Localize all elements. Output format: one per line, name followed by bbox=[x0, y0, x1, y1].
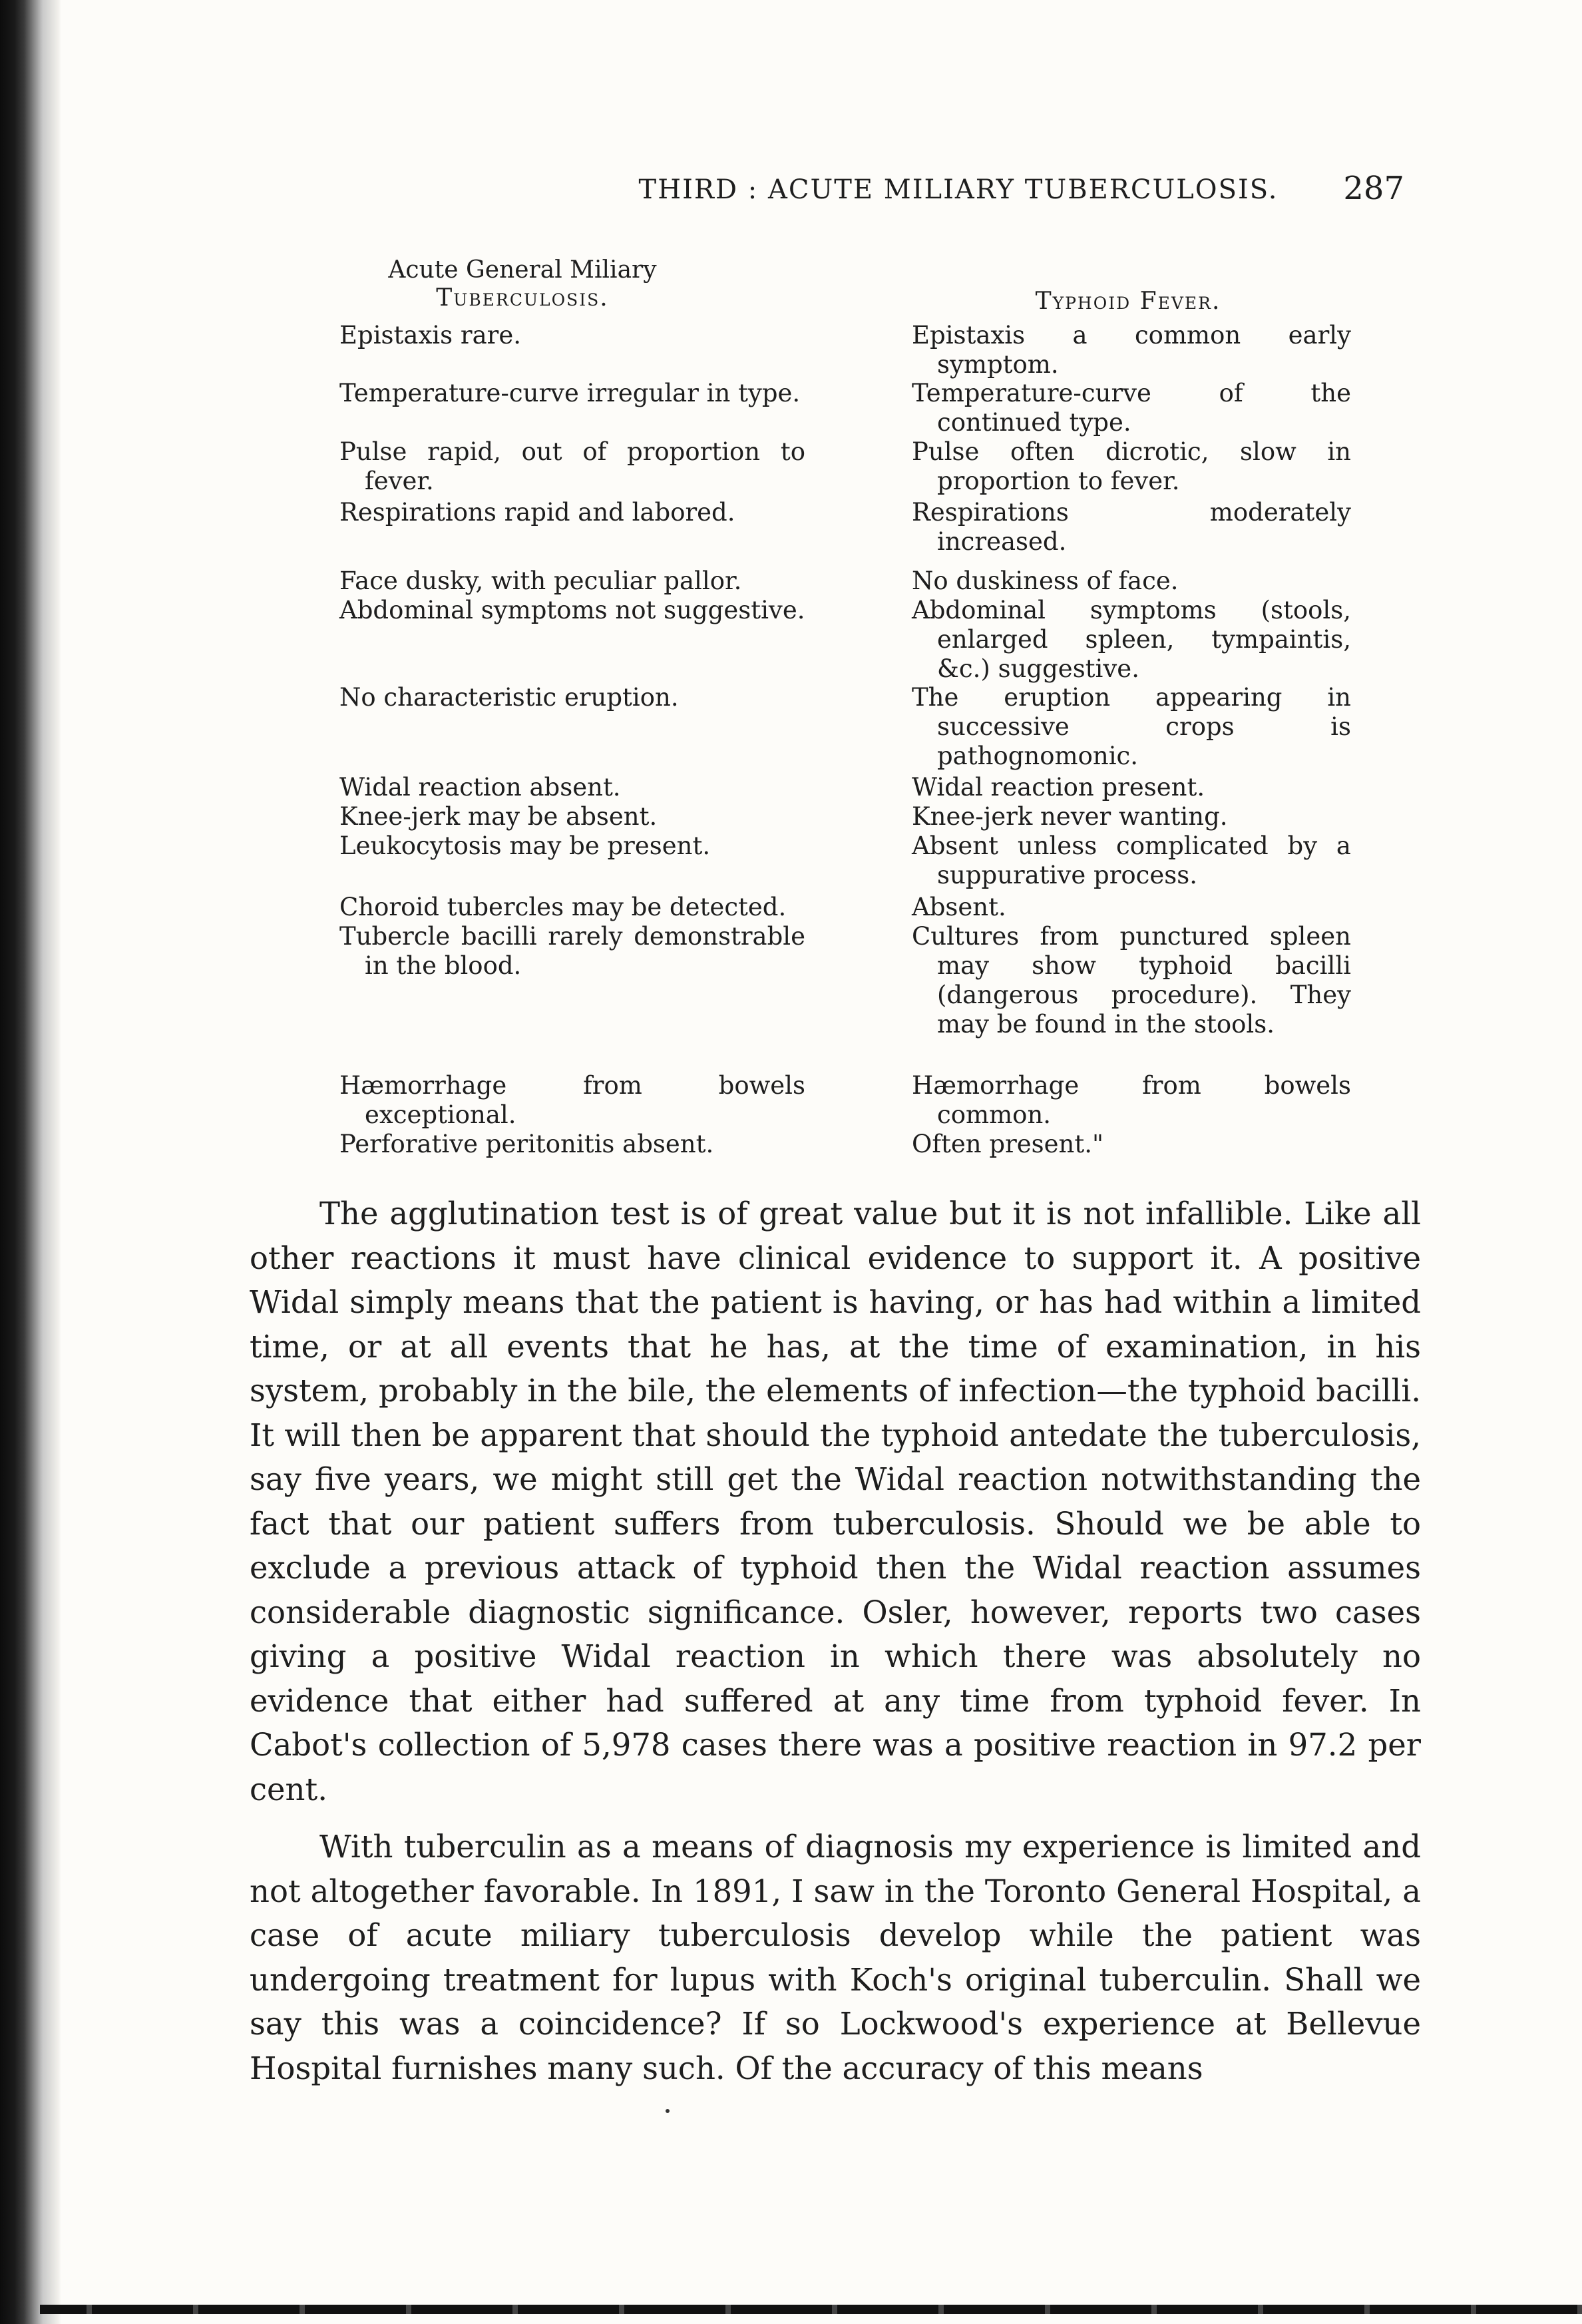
left-entry-eruption: No characteristic eruption. bbox=[339, 683, 679, 712]
right-entry-abdominal: Abdominal symptoms (stools, enlarged spleen, tympaintis, &c.) suggestive. bbox=[912, 596, 1351, 683]
right-entry-haemorrhage: Hæmorrhage from bowels common. bbox=[912, 1071, 1351, 1129]
left-column-heading bbox=[346, 256, 699, 312]
left-heading-line-2: Tuberculosis. bbox=[436, 284, 609, 312]
print-speck bbox=[666, 2109, 670, 2113]
left-entry-tubercle-bacilli: Tubercle bacilli rarely demonstrable in the blood. bbox=[339, 922, 805, 980]
left-entry-peritonitis: Perforative peritonitis absent. bbox=[339, 1130, 714, 1158]
right-entry-cultures: Cultures from punctured spleen may show typhoid bacilli (dangerous procedure). They may be found in the stools. bbox=[912, 922, 1351, 1039]
left-entry-widal: Widal reaction absent. bbox=[339, 773, 621, 802]
left-entry-respirations: Respirations rapid and labored. bbox=[339, 498, 735, 527]
left-entry-temperature: Temperature-curve irregular in type. bbox=[339, 379, 801, 407]
left-entry-epistaxis: Epistaxis rare. bbox=[339, 321, 521, 349]
left-entry-pulse: Pulse rapid, out of proportion to fever. bbox=[339, 437, 805, 495]
right-entry-peritonitis: Often present." bbox=[912, 1130, 1104, 1158]
running-head: THIRD : ACUTE MILIARY TUBERCULOSIS. bbox=[638, 174, 1279, 205]
right-entry-pulse: Pulse often dicrotic, slow in proportion to fever. bbox=[912, 437, 1351, 495]
left-entry-knee-jerk: Knee-jerk may be absent. bbox=[339, 802, 658, 831]
right-entry-knee-jerk: Knee-jerk never wanting. bbox=[912, 802, 1228, 831]
right-entry-choroid: Absent. bbox=[912, 893, 1006, 921]
left-entry-choroid: Choroid tubercles may be detected. bbox=[339, 893, 787, 921]
right-entry-temperature: Temperature-curve of the continued type. bbox=[912, 379, 1351, 437]
right-column-heading: Typhoid Fever. bbox=[1035, 288, 1221, 315]
left-entry-leukocytosis: Leukocytosis may be present. bbox=[339, 831, 711, 860]
left-entry-abdominal: Abdominal symptoms not suggestive. bbox=[339, 596, 805, 624]
page-number: 287 bbox=[1343, 170, 1404, 207]
paragraph-tuberculin: With tuberculin as a means of diagnosis my experience is limited and not altogether favorable. In 1891, I saw in the Toronto General Hospital, a case of acute miliary tuberculosis develop while the patient was undergoing treatment for lupus with Koch's original tuberculin. Shall we say this was a coincidence? If so Lockwood's experience at Bellevue Hospital furnishes many such. Of the accuracy of this means bbox=[250, 1829, 1421, 2086]
book-spine-shadow bbox=[0, 0, 61, 2324]
left-entry-face: Face dusky, with peculiar pallor. bbox=[339, 567, 742, 595]
paragraph-agglutination-test: The agglutination test is of great value but it is not infallible. Like all other reactions it must have clinical evidence to support it. A positive Widal simply means that the patient is having, or has had within a limited time, or at all events that he has, at the time of examination, in his system, probably in the bile, the elements of infection—the typhoid bacilli. It will then be apparent that should the typhoid antedate the tuberculosis, say five years, we might still get the Widal reaction notwithstanding the fact that our patient suffers from tuberculosis. Should we be able to exclude a previous attack of typhoid then the Widal reaction assumes considerable diagnostic significance. Osler, however, reports two cases giving a positive Widal reaction in which there was absolutely no evidence that either had suffered at any time from typhoid fever. In Cabot's collection of 5,978 cases there was a positive reaction in 97.2 per cent. bbox=[250, 1196, 1421, 1807]
right-entry-eruption: The eruption appearing in successive crops is pathognomonic. bbox=[912, 683, 1351, 770]
right-entry-face: No duskiness of face. bbox=[912, 567, 1179, 595]
right-entry-respirations: Respirations moderately increased. bbox=[912, 498, 1351, 556]
body-text bbox=[250, 1192, 1421, 2090]
right-entry-widal: Widal reaction present. bbox=[912, 773, 1205, 802]
bottom-edge-rule bbox=[40, 2305, 1582, 2314]
right-entry-epistaxis: Epistaxis a common early symptom. bbox=[912, 321, 1351, 379]
left-heading-line-1: Acute General Miliary bbox=[388, 256, 657, 284]
left-entry-haemorrhage: Hæmorrhage from bowels exceptional. bbox=[339, 1071, 805, 1129]
right-entry-leukocytosis: Absent unless complicated by a suppurative process. bbox=[912, 831, 1351, 889]
